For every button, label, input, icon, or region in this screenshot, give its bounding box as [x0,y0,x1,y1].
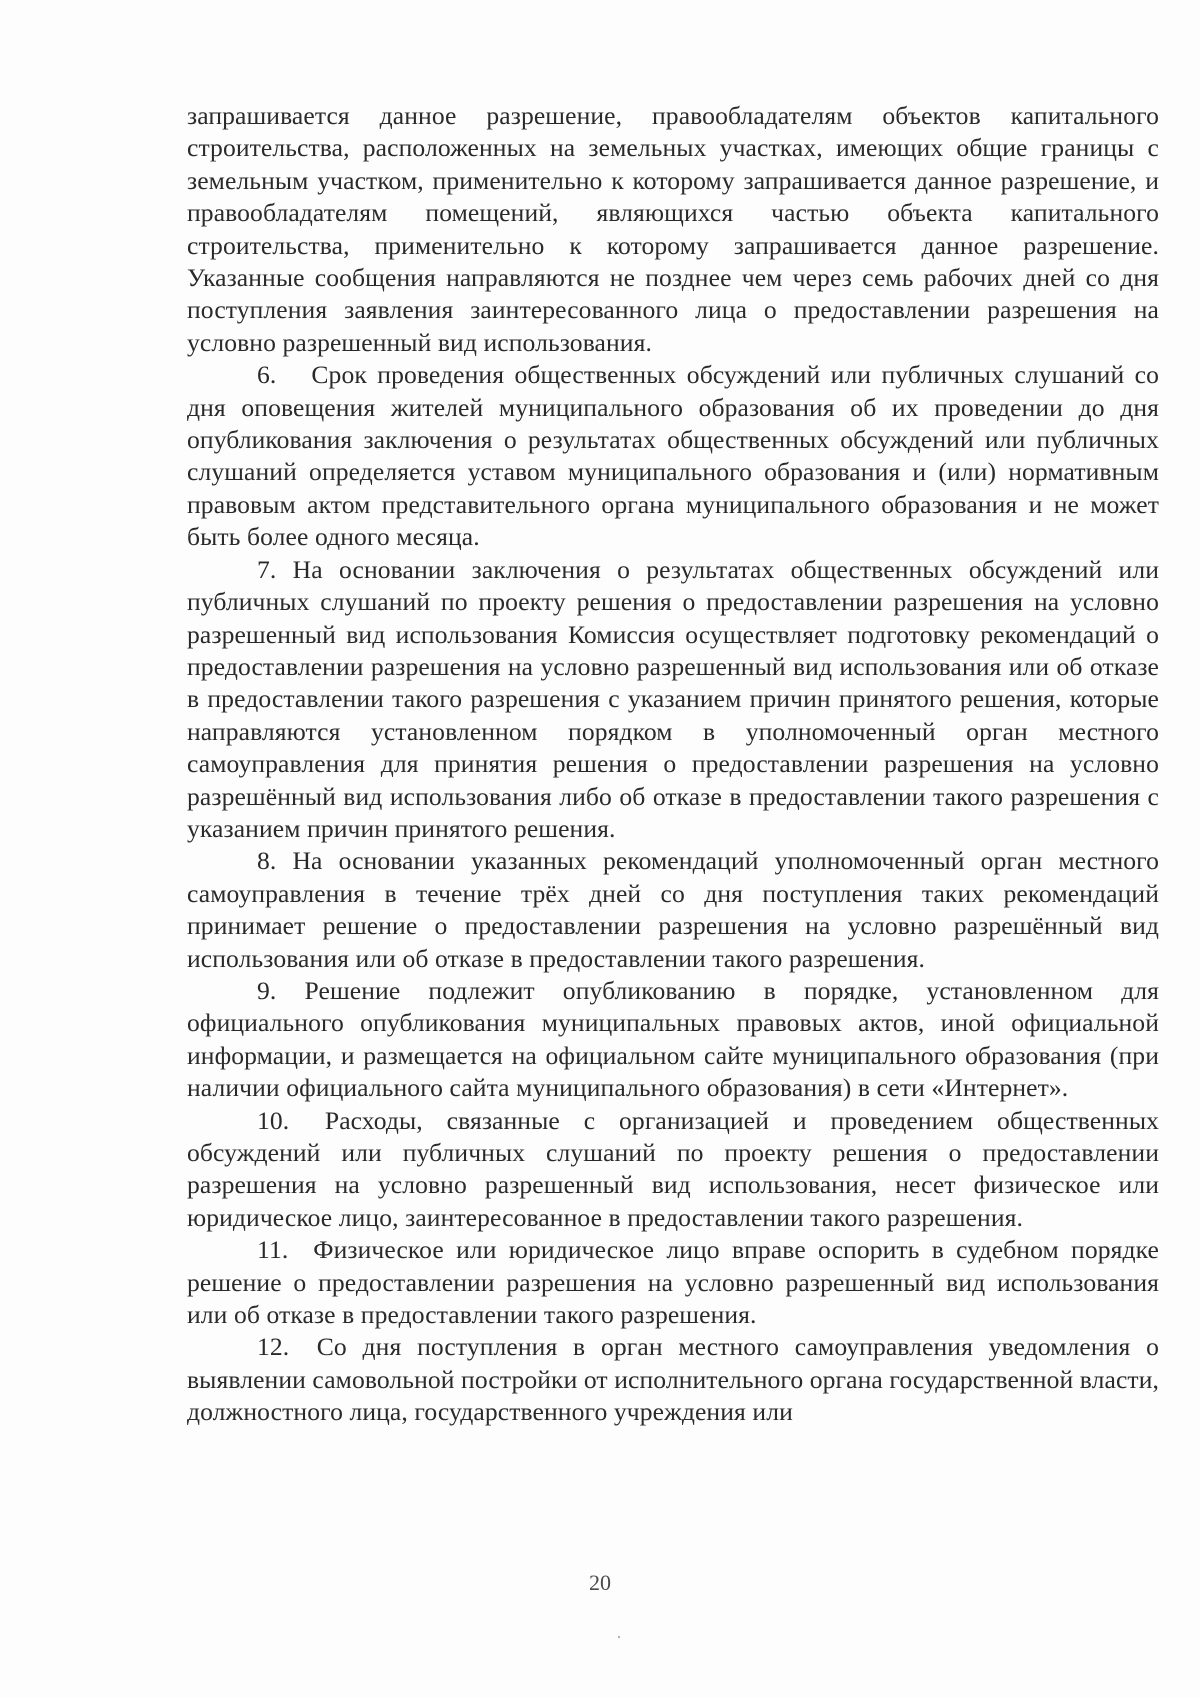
paragraph-text: Со дня поступления в орган местного самоуправления уведомления о выявлении самовольной постройки от исполнительного органа государственной власти, должностного лица, государственного учреждения или [187,1332,1159,1427]
paragraph-9 [187,975,1159,1105]
paragraph-11 [187,1234,1159,1331]
paragraph-number: 7. [257,554,277,584]
paragraph-7 [187,554,1159,846]
paragraph-text: Физическое или юридическое лицо вправе оспорить в судебном порядке решение о предоставлении разрешения на условно разрешенный вид использования или об отказе в предоставлении такого разрешения. [187,1235,1159,1330]
paragraph-number: 10. [257,1105,290,1135]
paragraph-12 [187,1331,1159,1428]
document-body [187,100,1159,1429]
scan-speck [618,1636,620,1638]
paragraph-text: Решение подлежит опубликованию в порядке, установленном для официального опубликования муниципальных правовых актов, иной официальной информации, и размещается на официальном сайте муниципального образования (при наличии официального сайта муниципального образования) в сети «Интернет». [187,975,1160,1103]
paragraph-number: 12. [257,1332,290,1362]
paragraph-continuation: запрашивается данное разрешение, правообладателям объектов капитального строительства, расположенных на земельных участках, имеющих общие границы с земельным участком, применительно к которому запрашивается данное разрешение, и правообладателям помещений, являющихся частью объекта капитального строительства, применительно к которому запрашивается данное разрешение. Указанные сообщения направляются не позднее чем через семь рабочих дней со дня поступления заявления заинтересованного лица о предоставлении разрешения на условно разрешенный вид использования. [187,101,1159,357]
paragraph-text: На основании заключения о результатах общественных обсуждений или публичных слушаний по проекту решения о предоставлении разрешения на условно разрешенный вид использования Комиссия осуществляет подготовку рекомендаций о предоставлении разрешения на условно разрешенный вид использования или об отказе в предоставлении такого разрешения с указанием причин принятого решения, которые направляются установленном порядком в уполномоченный орган местного самоуправления для принятия решения о предоставлении разрешения на условно разрешённый вид использования либо об отказе в предоставлении такого разрешения с указанием причин принятого решения. [187,554,1160,843]
paragraph-text: На основании указанных рекомендаций уполномоченный орган местного самоуправления в течение трёх дней со дня поступления таких рекомендаций принимает решение о предоставлении разрешения на условно разрешённый вид использования или об отказе в предоставлении такого разрешения. [187,846,1160,973]
paragraph-number: 6. [257,360,277,390]
paragraph-number: 9. [257,975,277,1005]
paragraph-8 [187,845,1159,975]
paragraph-text: Расходы, связанные с организацией и проведением общественных обсуждений или публичных слушаний по проекту решения о предоставлении разрешения на условно разрешенный вид использования, несет физическое или юридическое лицо, заинтересованное в предоставлении такого разрешения. [187,1105,1160,1232]
paragraph-6 [187,359,1159,553]
paragraph-number: 8. [257,846,277,876]
page-number: 20 [589,1570,611,1595]
paragraph-10 [187,1105,1159,1235]
paragraph-text: Срок проведения общественных обсуждений или публичных слушаний со дня оповещения жителей муниципального образования об их проведении до дня опубликования заключения о результатах общественных обсуждений или публичных слушаний определяется уставом муниципального образования и (или) нормативным правовым актом представительного органа муниципального образования и не может быть более одного месяца. [187,360,1159,552]
paragraph-number: 11. [257,1235,289,1265]
